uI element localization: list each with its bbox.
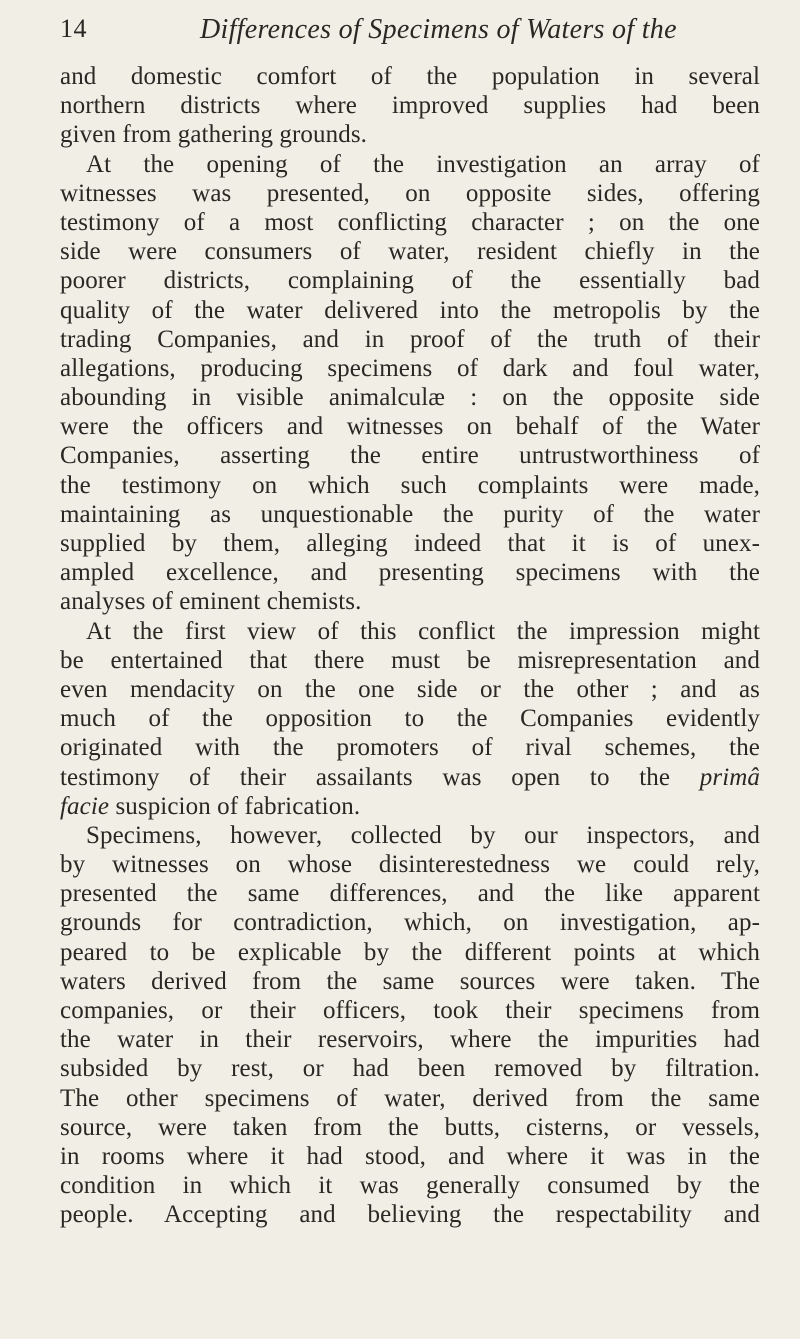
text-line: companies, or their officers, took their specimens from	[60, 997, 760, 1024]
text-line: supplied by them, alleging indeed that it is of unex-	[60, 530, 760, 557]
text-line: condition in which it was generally consumed by the	[60, 1172, 760, 1200]
running-head	[60, 14, 760, 54]
text-line: people. Accepting and believing the respectability and	[60, 1201, 760, 1229]
text-line: allegations, producing specimens of dark and foul water,	[60, 354, 760, 382]
page-number: 14	[60, 14, 87, 43]
text-line: much of the opposition to the Companies evidently	[60, 705, 760, 733]
text-line: analyses of eminent chemists.	[60, 588, 362, 616]
text-line-part: suspicion of fabrication.	[115, 792, 361, 820]
text-line: quality of the water delivered into the metropolis by the	[60, 296, 760, 324]
text-line-part: testimony of their assailants was open to the	[60, 763, 671, 791]
text-line: testimony of a most conflicting character ; on the one	[60, 208, 760, 236]
text-line: Specimens, however, collected by our inspectors, and	[86, 821, 760, 849]
text-line: presented the same differences, and the like apparent	[60, 880, 760, 908]
text-line: side were consumers of water, resident chiefly in the	[60, 238, 760, 266]
text-line: ampled excellence, and presenting specimens with the	[60, 559, 760, 587]
text-line: The other specimens of water, derived from the same	[60, 1084, 760, 1112]
text-line: maintaining as unquestionable the purity of the water	[60, 500, 760, 528]
text-line: even mendacity on the one side or the other ; and as	[60, 675, 760, 703]
text-line: source, were taken from the butts, cisterns, or vessels,	[60, 1113, 760, 1141]
text-line: witnesses was presented, on opposite sides, offering	[60, 179, 760, 207]
text-line: waters derived from the same sources were taken. The	[60, 967, 760, 995]
text-line: At the first view of this conflict the impression might	[86, 617, 760, 645]
text-line: At the opening of the investigation an array of	[86, 150, 760, 178]
text-line: and domestic comfort of the population in several	[60, 63, 760, 90]
italic-phrase: primâ	[699, 763, 760, 791]
italic-phrase: facie	[60, 792, 110, 820]
text-line	[60, 792, 760, 821]
text-line: the water in their reservoirs, where the impurities had	[60, 1026, 760, 1054]
text-line: grounds for contradiction, which, on investigation, ap-	[60, 909, 760, 937]
text-line: by witnesses on whose disinterestedness we could rely,	[60, 851, 760, 879]
body-text	[60, 62, 760, 1230]
text-line: the testimony on which such complaints were made,	[60, 471, 760, 499]
text-line: be entertained that there must be misrepresentation and	[60, 646, 760, 674]
text-line: subsided by rest, or had been removed by filtration.	[60, 1055, 760, 1083]
running-head-title: Differences of Specimens of Waters of the	[200, 14, 677, 45]
text-line: abounding in visible animalculæ : on the opposite side	[60, 384, 760, 412]
text-line: peared to be explicable by the different points at which	[60, 938, 760, 966]
text-line: originated with the promoters of rival schemes, the	[60, 734, 760, 762]
text-line: poorer districts, complaining of the essentially bad	[60, 267, 760, 295]
text-line: northern districts where improved supplies had been	[60, 92, 760, 120]
text-line: were the officers and witnesses on behalf of the Water	[60, 413, 760, 441]
text-line: in rooms where it had stood, and where it was in the	[60, 1142, 760, 1170]
text-line: Companies, asserting the entire untrustworthiness of	[60, 442, 760, 470]
text-line: trading Companies, and in proof of the truth of their	[60, 325, 760, 353]
text-line	[60, 763, 760, 792]
text-line: given from gathering grounds.	[60, 121, 368, 149]
